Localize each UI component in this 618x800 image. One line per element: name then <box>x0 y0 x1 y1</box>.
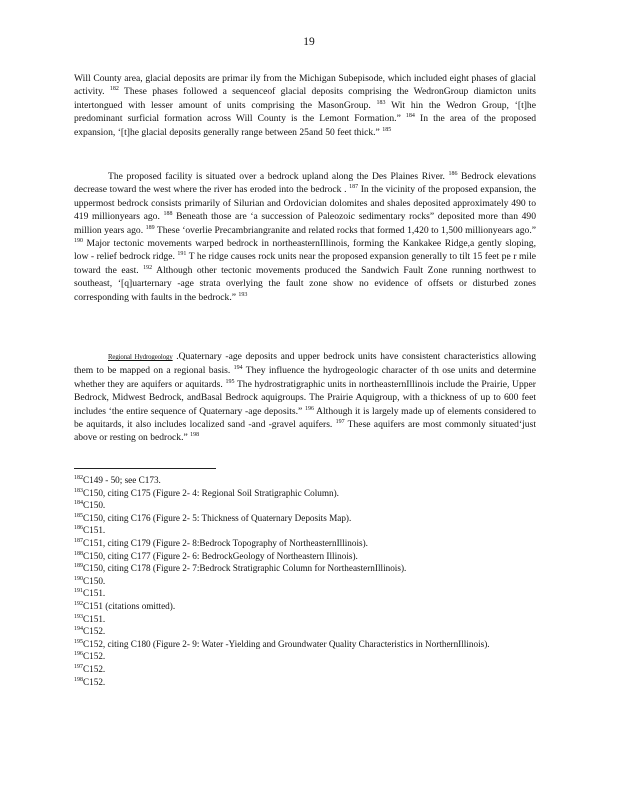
footnote-number: 196 <box>74 651 83 658</box>
footnote <box>74 638 536 651</box>
footnote <box>74 499 536 512</box>
footnote-text: C150, citing C176 (Figure 2- 5: Thickness of Quaternary Deposits Map). <box>83 512 352 523</box>
footnote-text: C149 - 50; see C173. <box>83 475 161 485</box>
paragraph-text: In the area of the proposed expansion, ‘[t]he glacial deposits generally range between 25and 50 feet thick.” <box>74 113 536 138</box>
footnote-number: 182 <box>74 474 83 481</box>
footnote-ref[interactable]: 188 <box>163 211 173 218</box>
footnote-ref[interactable]: 184 <box>405 113 415 120</box>
footnote-ref[interactable]: 189 <box>145 224 155 231</box>
footnote-text: C151, citing C179 (Figure 2- 8:Bedrock Topography of NortheasternIllinois). <box>83 537 368 548</box>
footnote-number: 184 <box>74 500 83 507</box>
footnote-number: 192 <box>74 600 83 607</box>
footnote-text: C150. <box>83 500 106 511</box>
footnote-divider <box>74 468 216 469</box>
paragraph-text: These ‘overlie Precambriangranite and related rocks that formed 1,420 to 1,500 millionyears ago.” <box>154 224 537 236</box>
footnote-text: C152, citing C180 (Figure 2- 9: Water -Yielding and Groundwater Quality Characteristics in NorthernIllinois). <box>83 638 490 649</box>
footnote <box>74 663 536 676</box>
footnote-text: C150. <box>83 575 106 586</box>
footnote-number: 193 <box>74 613 83 620</box>
footnote <box>74 487 536 500</box>
footnote <box>74 650 536 663</box>
footnote-text: C152. <box>83 663 106 674</box>
paragraph-glacial-deposits <box>74 72 536 139</box>
footnote <box>74 537 536 550</box>
footnote-ref[interactable]: 185 <box>382 126 392 133</box>
footnote-text: C151. <box>83 613 106 624</box>
footnote-ref[interactable]: 186 <box>448 170 458 177</box>
paragraph-text: The hydrostratigraphic units in northeasternIllinois include the Prairie, Upper Bedrock, Midwest Bedrock, andBasal Bedrock aquigroups. The Prairie Aquigroup, with a thickness of up to 600 feet includes ‘the entire sequence of Quaternary -age deposits.” <box>74 378 536 417</box>
paragraph-text: In the vicinity of the proposed expansion, the uppermost bedrock consists primarily of Silurian and Ordovician dolomites and shales deposited approximately 490 to 419 millionyears ago. <box>74 184 536 223</box>
paragraph-text: Although other tectonic movements produced the Sandwich Fault Zone running northwest to southeast, ‘[q]uarternary -age strata overlying the fault zone show no evidence of offsets or disturbed zones corresponding with faults in the bedrock.” <box>74 264 536 303</box>
footnote-text: C150, citing C177 (Figure 2- 6: BedrockGeology of Northeastern Illinois). <box>83 550 358 561</box>
footnote-ref[interactable]: 191 <box>177 251 187 258</box>
page-number: 19 <box>303 36 315 48</box>
footnote-ref[interactable]: 193 <box>238 291 248 298</box>
footnote-ref[interactable]: 196 <box>304 405 314 412</box>
footnote-ref[interactable]: 197 <box>335 418 345 425</box>
paragraph-text: T he ridge causes rock units near the proposed expansion generally to tilt 15 feet pe r mile toward the east. <box>74 251 536 276</box>
footnote-text: C150, citing C178 (Figure 2- 7:Bedrock Stratigraphic Column for NortheasternIllinois). <box>83 563 407 574</box>
paragraph-text: Bedrock elevations decrease toward the west where the river has eroded into the bedrock . <box>74 171 536 196</box>
footnote-ref[interactable]: 194 <box>233 365 243 372</box>
footnote <box>74 550 536 563</box>
footnote-ref[interactable]: 195 <box>225 378 235 385</box>
paragraph-bedrock <box>74 170 536 304</box>
footnote-ref[interactable]: 183 <box>376 99 386 106</box>
footnote-number: 185 <box>74 512 83 519</box>
footnote <box>74 625 536 638</box>
footnote-number: 191 <box>74 588 83 595</box>
footnote <box>74 575 536 588</box>
footnote-text: C152. <box>83 626 106 637</box>
footnote-text: C152. <box>83 676 106 687</box>
footnote-ref[interactable]: 182 <box>109 86 119 93</box>
paragraph-text: .Quaternary -age deposits and upper bedrock units have consistent characteristics allowing them to be mapped on a regional basis. <box>74 351 537 377</box>
footnote-ref[interactable]: 190 <box>74 237 83 244</box>
paragraph-text: Major tectonic movements warped bedrock in northeasternIllinois, forming the Kankakee Ridge,a gently sloping, low - relief bedrock ridge. <box>74 238 536 263</box>
paragraph-text: These phases followed a sequenceof glacial deposits comprising the WedronGroup diamicton units intertongued with lesser amount of units comprising the MasonGroup. <box>74 86 536 111</box>
paragraph-text: Beneath those are ‘a succession of Paleozoic sedimentary rocks” deposited more than 490 million years ago. <box>74 211 536 236</box>
footnote-ref[interactable]: 187 <box>349 184 359 191</box>
footnote-text: C151. <box>83 525 106 536</box>
footnote-number: 190 <box>74 575 83 582</box>
footnote <box>74 600 536 613</box>
footnote <box>74 562 536 575</box>
paragraph-text: Wit hin the Wedron Group, ‘[t]he predominant surficial formation across Will County is the Lemont Formation.” <box>74 99 536 125</box>
footnote-number: 189 <box>74 563 83 570</box>
footnote <box>74 474 536 487</box>
footnote-number: 197 <box>74 663 83 670</box>
footnote-text: C150, citing C175 (Figure 2- 4: Regional Soil Stratigraphic Column). <box>83 487 339 498</box>
paragraph-text: Will County area, glacial deposits are primar ily from the Michigan Subepisode, which included eight phases of glacial activity. <box>74 73 536 98</box>
paragraph-hydrogeology <box>74 350 536 445</box>
footnote-text: C151 (citations omitted). <box>83 600 176 611</box>
footnote <box>74 524 536 537</box>
footnote-list <box>74 474 536 688</box>
footnote-ref[interactable]: 192 <box>143 264 153 271</box>
footnote-text: C152. <box>83 651 106 662</box>
footnote-number: 187 <box>74 537 83 544</box>
paragraph-text: They influence the hydrogeologic character of th ose units and determine whether they are aquifers or aquitards. <box>74 365 536 390</box>
footnote-number: 188 <box>74 550 83 557</box>
footnote-number: 195 <box>74 638 83 645</box>
footnote <box>74 613 536 626</box>
paragraph-text: These aquifers are most commonly situated‘just above or resting on bedrock.” <box>74 419 536 444</box>
footnote <box>74 512 536 525</box>
footnote-number: 194 <box>74 626 83 633</box>
footnote-text: C151. <box>83 588 106 599</box>
paragraph-text: Although it is largely made up of elements considered to be aquitards, it also includes localized sand -and -gravel aquifers. <box>74 405 536 431</box>
paragraph-text: The proposed facility is situated over a bedrock upland along the Des Plaines River. <box>108 171 449 182</box>
section-heading: Regional Hydrogeology <box>108 354 173 361</box>
footnote <box>74 587 536 600</box>
footnote-number: 198 <box>74 676 83 683</box>
footnote-number: 183 <box>74 487 83 494</box>
footnote-number: 186 <box>74 525 83 532</box>
footnote-ref[interactable]: 198 <box>190 432 200 439</box>
footnote <box>74 676 536 689</box>
